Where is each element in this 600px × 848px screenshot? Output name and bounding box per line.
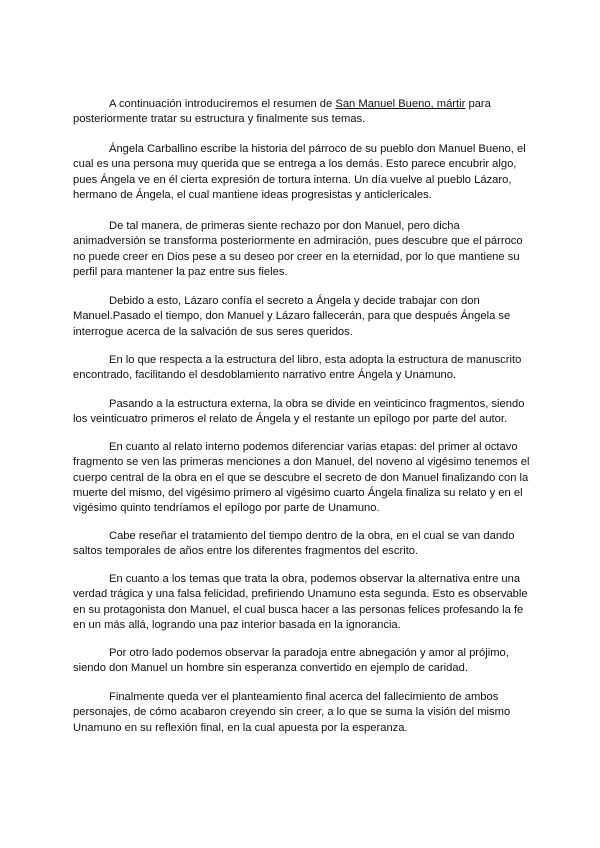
text-line: Manuel.Pasado el tiempo, don Manuel y Lázaro fallecerán, para que después Ángela se [73,310,511,323]
paragraph [73,397,543,428]
text-line: encontrado, facilitando el desdoblamiento narrativo entre Ángela y Unamuno. [73,369,457,382]
text-line: pues Ángela ve en él cierta expresión de tortura interna. Un día vuelve al pueblo Lázaro, [73,173,512,186]
paragraph [73,529,543,560]
paragraph [73,294,543,340]
text-line: cuerpo central de la obra en el que se descubre el secreto de don Manuel finalizando con la [73,471,529,484]
text-line: Pasando a la estructura externa, la obra se divide en veinticinco fragmentos, siendo [109,398,525,410]
text-line: muerte del mismo, del vigésimo primero al vigésimo cuarto Ángela finaliza su relato y en el [73,486,523,499]
text-line: hermano de Ángela, el cual mantiene ideas progresistas y anticlericales. [73,188,432,201]
text-line: en un más allá, logrando una paz interior basada en la ignorancia. [73,618,401,631]
text-line: en su protagonista don Manuel, el cual busca hacer a las personas felices profesando la fe [73,603,524,616]
book-title: San Manuel Bueno, mártir [335,98,466,110]
text-line: posteriormente tratar su estructura y finalmente sus temas. [73,113,366,126]
paragraph [73,219,543,280]
text-line: Por otro lado podemos observar la paradoja entre abnegación y amor al prójimo, [109,647,509,659]
intro-text: A continuación introduciremos el resumen de [109,98,336,110]
text-line: Unamuno en su reflexión final, en la cual apuesta por la esperanza. [73,721,408,734]
intro-paragraph [73,97,543,128]
text-line: Debido a esto, Lázaro confía el secreto a Ángela y decide trabajar con don [109,295,480,307]
paragraph [73,646,543,677]
text-line [73,97,543,112]
text-line: saltos temporales de años entre los diferentes fragmentos del escrito. [73,545,419,558]
text-line: fragmento se ven las primeras menciones a don Manuel, del noveno al vigésimo tenemos el [73,456,530,469]
paragraph [73,572,543,633]
text-line: no puede creer en Dios pese a su deseo por creer en la eternidad, por lo que mantiene su [73,250,520,263]
text-line: personajes, de cómo acabaron creyendo sin creer, a lo que se suma la visión del mismo [73,706,511,719]
text-line: De tal manera, de primeras siente rechazo por don Manuel, pero dicha [109,220,460,232]
paragraph [73,690,543,736]
paragraph [73,353,543,384]
text-line: animadversión se transforma posteriormente en admiración, pues descubre que el párroco [73,235,523,248]
paragraph [73,142,543,203]
text-line: verdad trágica y una falsa felicidad, prefiriendo Unamuno esta segunda. Esto es observable [73,588,528,601]
text-line: cual es una persona muy querida que se entrega a los demás. Esto parece encubrir algo, [73,158,517,171]
paragraph [73,440,543,516]
text-line: perfil para mantener la paz entre sus fieles. [73,265,288,278]
text-line: los veinticuatro primeros el relato de Ángela y el restante un epílogo por parte del autor. [73,413,508,426]
text-line: Cabe reseñar el tratamiento del tiempo dentro de la obra, en el cual se van dando [109,530,515,542]
text-line: Ángela Carballino escribe la historia del párroco de su pueblo don Manuel Bueno, el [109,143,526,155]
text-line: En lo que respecta a la estructura del libro, esta adopta la estructura de manuscrito [109,354,522,366]
text-line: Finalmente queda ver el planteamiento final acerca del fallecimiento de ambos [109,691,499,703]
text-line: siendo don Manuel un hombre sin esperanza convertido en ejemplo de caridad. [73,662,468,675]
text-line: interrogue acerca de la salvación de sus seres queridos. [73,325,353,338]
text-line: En cuanto a los temas que trata la obra, podemos observar la alternativa entre una [109,573,521,585]
text-line: vigésimo quinto tendríamos el epílogo por parte de Unamuno. [73,502,380,515]
intro-text-end: para [465,98,491,110]
text-line: En cuanto al relato interno podemos diferenciar varias etapas: del primer al octavo [109,441,518,453]
